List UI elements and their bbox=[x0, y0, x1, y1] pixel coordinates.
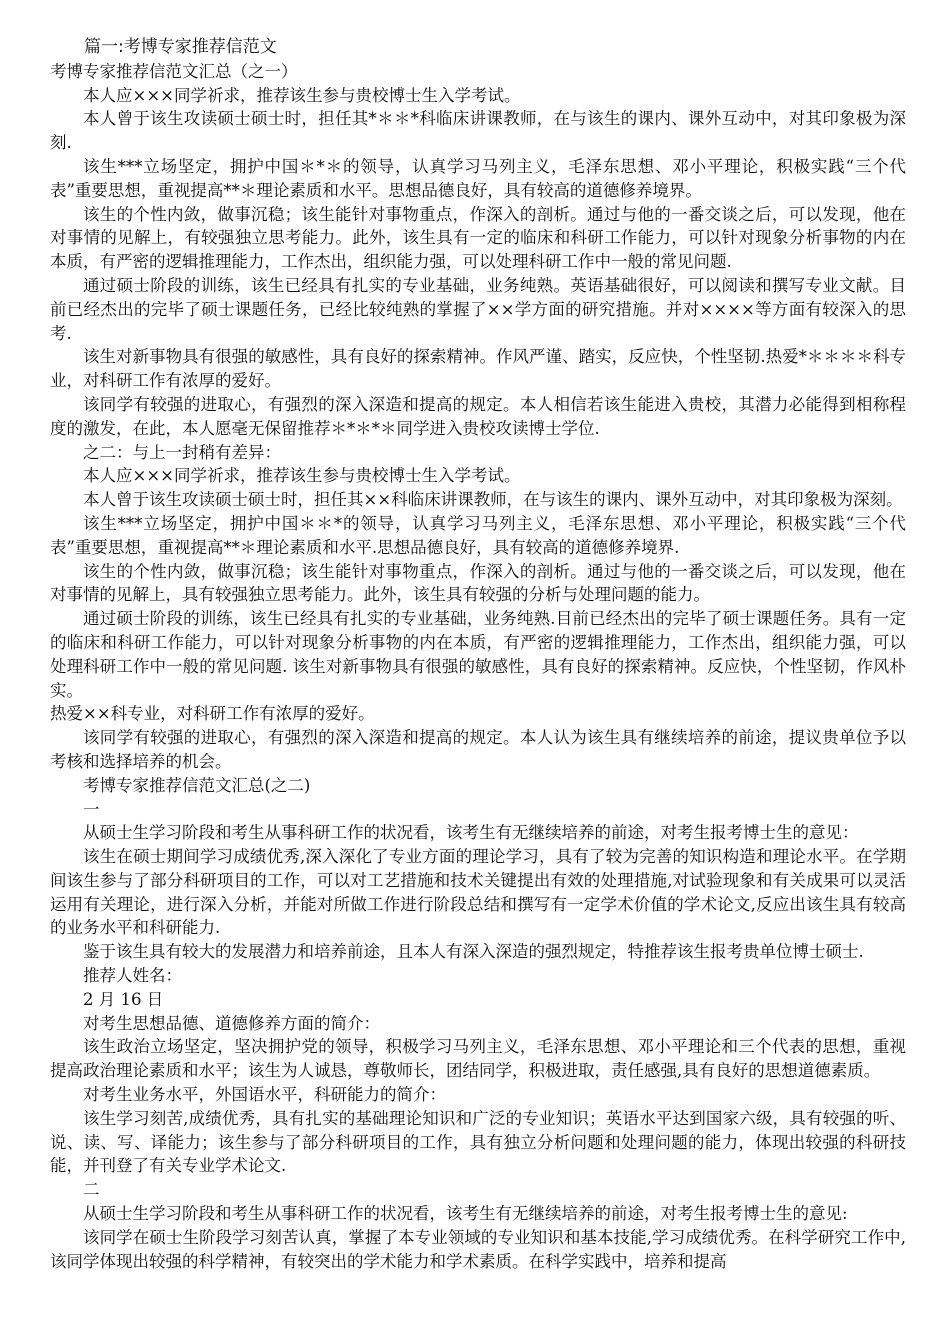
paragraph: 该生对新事物具有很强的敏感性，具有良好的探索精神。作风严谨、踏实，反应快，个性坚韧.热爱*＊＊＊＊科专业，对科研工作有浓厚的爱好。 bbox=[50, 347, 906, 391]
paragraph: 该生在硕士期间学习成绩优秀,深入深化了专业方面的理论学习，具有了较为完善的知识构造和理论水平。在学期间该生参与了部分科研项目的工作，可以对工艺措施和技术关键提出有效的处理措施,对试验现象和有关成果可以灵活运用有关理论，进行深入分析，并能对所做工作进行阶段总结和撰写有一定学术价值的学术论文,反应出该生具有较高的业务水平和科研能力. bbox=[50, 847, 906, 938]
paragraph: 该生的个性内敛，做事沉稳；该生能针对事物重点，作深入的剖析。通过与他的一番交谈之后，可以发现，他在对事情的见解上，具有较强独立思考能力。此外，该生具有较强的分析与处理问题的能力。 bbox=[50, 561, 906, 605]
date-line: 2 月 16 日 bbox=[83, 989, 164, 1009]
paragraph: 该生***立场坚定，拥护中国＊＊*的领导，认真学习马列主义，毛泽东思想、邓小平理论，积极实践“三个代表”重要思想，重视提高**＊理论素质和水平.思想品德良好，具有较高的道德修养境界. bbox=[50, 513, 906, 557]
paragraph: 该同学有较强的进取心，有强烈的深入深造和提高的规定。本人认为该生具有继续培养的前途，提议贵单位予以考核和选择培养的机会。 bbox=[50, 728, 906, 771]
paragraph: 本人曾于该生攻读硕士硕士时，担任其*＊＊*科临床讲课教师，在与该生的课内、课外互动中，对其印象极为深刻. bbox=[50, 109, 906, 153]
paragraph: 通过硕士阶段的训练，该生已经具有扎实的专业基础，业务纯熟。英语基础很好，可以阅读和撰写专业文献。目前已经杰出的完毕了硕士课题任务，已经比较纯熟的掌握了××学方面的研究措施。并对××××等方面有较深入的思考. bbox=[50, 275, 906, 343]
paragraph: 该同学在硕士生阶段学习刻苦认真，掌握了本专业领域的专业知识和基本技能,学习成绩优秀。在科学研究工作中,该同学体现出较强的科学精神，有较突出的学术能力和学术素质。在科学实践中，培养和提高 bbox=[50, 1227, 906, 1271]
paragraph-no-indent: 热爱××科专业，对科研工作有浓厚的爱好。 bbox=[50, 704, 375, 724]
paragraph: 该生学习刻苦,成绩优秀，具有扎实的基础理论知识和广泛的专业知识；英语水平达到国家六级，具有较强的听、说、读、写、译能力；该生参与了部分科研项目的工作，具有独立分析问题和处理问题的能力，体现出较强的科研技能，并刊登了有关专业学术论文. bbox=[50, 1108, 906, 1176]
section-heading-1: 考博专家推荐信范文汇总（之一） bbox=[50, 61, 298, 81]
paragraph: 本人应×××同学祈求，推荐该生参与贵校博士生入学考试。 bbox=[83, 85, 521, 105]
part-marker-one: 一 bbox=[83, 799, 100, 819]
paragraph: 从硕士生学习阶段和考生从事科研工作的状况看，该考生有无继续培养的前途，对考生报考博士生的意见: bbox=[83, 1204, 848, 1224]
section-heading-2: 之二：与上一封稍有差异： bbox=[83, 442, 281, 462]
paragraph: 通过硕士阶段的训练，该生已经具有扎实的专业基础，业务纯熟.目前已经杰出的完毕了硕士课题任务。具有一定的临床和科研工作能力，可以针对现象分析事物的内在本质，有严密的逻辑推理能力，工作杰出，组织能力强，可以处理科研工作中一般的常见问题. 该生对新事物具有很强的敏感性，具有良好的探索精神。反应快，个性坚韧，作风朴实。 bbox=[50, 609, 906, 700]
paragraph: 鉴于该生具有较大的发展潜力和培养前途，且本人有深入深造的强烈规定，特推荐该生报考贵单位博士硕士. bbox=[83, 942, 864, 962]
paragraph: 本人曾于该生攻读硕士硕士时，担任其××科临床讲课教师，在与该生的课内、课外互动中，对其印象极为深刻。 bbox=[83, 490, 903, 510]
paragraph: 该同学有较强的进取心，有强烈的深入深造和提高的规定。本人相信若该生能进入贵校，其潜力必能得到相称程度的激发，在此，本人愿毫无保留推荐＊*＊*＊同学进入贵校攻读博士学位. bbox=[50, 394, 906, 438]
section-heading-3: 考博专家推荐信范文汇总(之二) bbox=[83, 775, 311, 795]
document-page bbox=[50, 36, 906, 1273]
paragraph: 对考生业务水平，外国语水平，科研能力的简介： bbox=[83, 1085, 446, 1105]
paragraph: 该生***立场坚定，拥护中国＊*＊的领导，认真学习马列主义，毛泽东思想、邓小平理论，积极实践“三个代表”重要思想，重视提高**＊理论素质和水平。思想品德良好，具有较高的道德修养境界。 bbox=[50, 156, 906, 200]
paragraph: 对考生思想品德、道德修养方面的简介： bbox=[83, 1013, 380, 1033]
paragraph: 从硕士生学习阶段和考生从事科研工作的状况看，该考生有无继续培养的前途，对考生报考博士生的意见： bbox=[83, 823, 859, 843]
paragraph: 该生的个性内敛，做事沉稳；该生能针对事物重点，作深入的剖析。通过与他的一番交谈之后，可以发现，他在对事情的见解上，有较强独立思考能力。此外，该生具有一定的临床和科研工作能力，可以针对现象分析事物的内在本质，有严密的逻辑推理能力，工作杰出，组织能力强，可以处理科研工作中一般的常见问题. bbox=[50, 204, 906, 272]
part-marker-two: 二 bbox=[83, 1180, 100, 1200]
recommender-name-label: 推荐人姓名： bbox=[83, 966, 182, 986]
paragraph: 该生政治立场坚定，坚决拥护党的领导，积极学习马列主义，毛泽东思想、邓小平理论和三个代表的思想，重视提高政治理论素质和水平；该生为人诚恳，尊敬师长，团结同学，积极进取，责任感强,具有良好的思想道德素质。 bbox=[50, 1037, 906, 1081]
paragraph: 本人应×××同学祈求，推荐该生参与贵校博士生入学考试。 bbox=[83, 466, 521, 486]
document-title: 篇一:考博专家推荐信范文 bbox=[84, 37, 277, 57]
